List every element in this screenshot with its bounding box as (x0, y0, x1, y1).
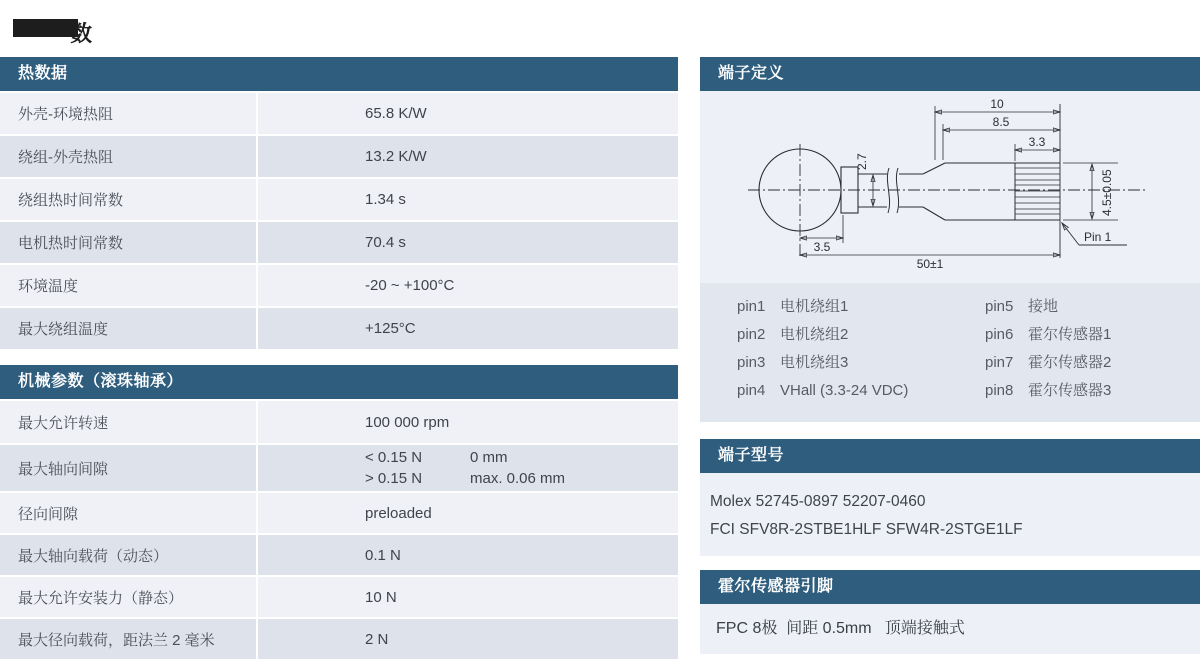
pin-row (700, 296, 1200, 324)
table-row (0, 577, 678, 617)
hall-sensor-header: 霍尔传感器引脚 (700, 570, 1200, 604)
row-value: 13.2 K/W (258, 136, 678, 177)
row-value: 10 N (258, 577, 678, 617)
pin-desc: 接地 (1028, 298, 1059, 315)
row-label: 最大径向载荷，距法兰 2 毫米 (0, 619, 256, 659)
thermal-table (0, 57, 678, 349)
row-value: 1.34 s (258, 179, 678, 220)
row-value: 100 000 rpm (258, 401, 678, 443)
pin-name: pin1 (737, 298, 766, 315)
row-value (258, 445, 678, 491)
row-label: 最大轴向载荷（动态） (0, 535, 256, 575)
dimension-label: 2.7 (855, 153, 869, 170)
table-row (0, 265, 678, 306)
pin-row (700, 324, 1200, 352)
row-label: 最大允许转速 (0, 401, 256, 443)
terminal-drawing-panel (700, 91, 1200, 283)
pin-desc: VHall (3.3-24 VDC) (780, 382, 909, 399)
terminal-model-line: Molex 52745-0897 52207-0460 (710, 493, 926, 510)
value-line (365, 468, 678, 489)
row-label: 外壳-环境热阻 (0, 93, 256, 134)
pin-name: pin2 (737, 326, 766, 343)
value-line (365, 447, 678, 468)
terminal-definition-section (700, 57, 1200, 422)
row-label: 最大轴向间隙 (0, 445, 256, 491)
dimension-label: 3.5 (813, 240, 831, 254)
pin-row (700, 380, 1200, 408)
row-value: 70.4 s (258, 222, 678, 263)
pin-list-panel (700, 283, 1200, 422)
row-label: 绕组-外壳热阻 (0, 136, 256, 177)
pin-name: pin8 (985, 382, 1014, 399)
pin-name: pin4 (737, 382, 766, 399)
pin-desc: 电机绕组2 (780, 326, 849, 343)
pin1-label: Pin 1 (1084, 230, 1112, 244)
terminal-model-line: FCI SFV8R-2STBE1HLF SFW4R-2STGE1LF (710, 521, 1023, 538)
terminal-model-header: 端子型号 (700, 439, 1200, 473)
pin-desc: 霍尔传感器2 (1028, 354, 1112, 371)
title-redaction-block (13, 19, 78, 37)
table-row (0, 619, 678, 659)
table-row (0, 401, 678, 443)
terminal-model-section (700, 439, 1200, 556)
pin-name: pin5 (985, 298, 1014, 315)
terminal-definition-header: 端子定义 (700, 57, 1200, 91)
title-visible-char: 数 (70, 21, 93, 46)
row-label: 绕组热时间常数 (0, 179, 256, 220)
table-row (0, 493, 678, 533)
row-label: 电机热时间常数 (0, 222, 256, 263)
table-row (0, 93, 678, 134)
row-label: 最大绕组温度 (0, 308, 256, 349)
pin-desc: 霍尔传感器3 (1028, 382, 1112, 399)
result-value: max. 0.06 mm (470, 470, 566, 487)
pin-name: pin6 (985, 326, 1014, 343)
row-value: preloaded (258, 493, 678, 533)
motor-dimension-drawing (700, 91, 1200, 283)
table-row (0, 308, 678, 349)
pin-desc: 电机绕组1 (780, 298, 849, 315)
pin-name: pin3 (737, 354, 766, 371)
dimension-label: 8.5 (992, 115, 1010, 129)
mechanical-table (0, 365, 678, 659)
thermal-table-header: 热数据 (0, 57, 678, 91)
table-row (0, 136, 678, 177)
hall-sensor-section (700, 570, 1200, 654)
page-title (13, 14, 103, 44)
dimension-label: 3.3 (1028, 135, 1046, 149)
row-label: 径向间隙 (0, 493, 256, 533)
condition-value: > 0.15 N (365, 470, 423, 487)
dimension-label: 10 (990, 97, 1004, 111)
row-label: 最大允许安装力（静态） (0, 577, 256, 617)
result-value: 0 mm (470, 449, 508, 466)
condition-value: < 0.15 N (365, 449, 423, 466)
table-row (0, 535, 678, 575)
table-row (0, 179, 678, 220)
row-value: +125°C (258, 308, 678, 349)
row-value: 2 N (258, 619, 678, 659)
pin-desc: 电机绕组3 (780, 354, 849, 371)
hall-sensor-line: FPC 8极 间距 0.5mm 顶端接触式 (700, 604, 1200, 654)
dimension-label: 50±1 (916, 257, 944, 271)
pin-desc: 霍尔传感器1 (1028, 326, 1112, 343)
table-row (0, 445, 678, 491)
dimension-label: 4.5±0.05 (1100, 169, 1114, 216)
row-value: -20 ~ +100°C (258, 265, 678, 306)
terminal-model-panel (700, 473, 1200, 556)
table-row (0, 222, 678, 263)
mechanical-table-header: 机械参数（滚珠轴承） (0, 365, 678, 399)
pin-name: pin7 (985, 354, 1014, 371)
row-value: 65.8 K/W (258, 93, 678, 134)
row-label: 环境温度 (0, 265, 256, 306)
row-value: 0.1 N (258, 535, 678, 575)
pin-row (700, 352, 1200, 380)
